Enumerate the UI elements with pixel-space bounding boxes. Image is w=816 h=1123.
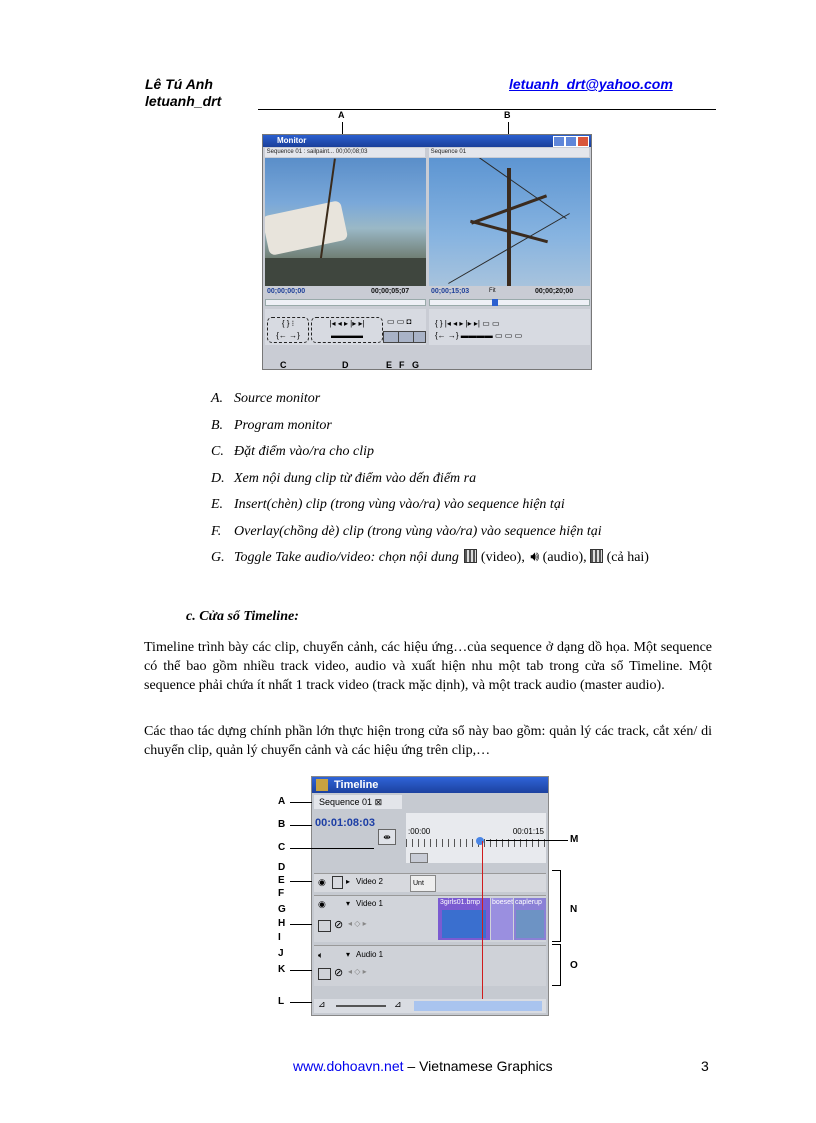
leader-line: [290, 924, 312, 925]
monitor-title: Monitor: [277, 136, 307, 145]
track-lock-icon[interactable]: [332, 876, 343, 889]
tl-label-e: E: [278, 875, 285, 886]
work-area-bar[interactable]: [410, 853, 428, 863]
audio-keyframe-icon[interactable]: ⊘: [334, 967, 344, 979]
program-tab[interactable]: [429, 148, 589, 157]
leader-line: [486, 840, 568, 841]
current-timecode[interactable]: 00:01:08:03: [315, 817, 375, 829]
monitor-legend-list: [211, 389, 731, 575]
list-text: Overlay(chồng dè) clip (trong vùng vào/ra) vào sequence hiện tại: [234, 523, 602, 539]
list-text: Insert(chèn) clip (trong vùng vào/ra) vào sequence hiện tại: [234, 497, 565, 512]
list-item: [211, 469, 731, 496]
list-letter: G.: [211, 550, 225, 565]
audio-label: (audio),: [542, 550, 587, 565]
leader-line: [290, 881, 312, 882]
list-text: Source monitor: [234, 391, 321, 406]
source-duration: 00;00;05;07: [371, 288, 410, 295]
tl-label-c: C: [278, 842, 286, 853]
fig1-label-e: E: [386, 360, 393, 370]
list-item: [211, 495, 731, 522]
tl-label-a: A: [278, 796, 286, 807]
list-item: [211, 522, 731, 549]
monitor-titlebar: [263, 135, 591, 147]
leader-line: [290, 825, 312, 826]
list-letter: F.: [211, 523, 222, 539]
source-tab[interactable]: [265, 148, 425, 157]
toggle-take-button[interactable]: [413, 331, 426, 343]
sequence-tab[interactable]: Sequence 01 ⊠: [314, 795, 402, 809]
set-in-out-buttons[interactable]: { } ⁝ {← →}: [267, 317, 309, 343]
fig1-label-g: G: [412, 360, 420, 370]
list-item: [211, 548, 731, 575]
snap-button[interactable]: ⇼: [378, 829, 396, 845]
zoom-slider[interactable]: [336, 1005, 386, 1007]
source-tab-time: 00;00;08;03: [335, 149, 368, 155]
track-eye-icon[interactable]: ◉: [318, 899, 326, 909]
clip-boeset[interactable]: [491, 898, 513, 940]
close-button[interactable]: [577, 136, 589, 147]
tl-label-k: K: [278, 964, 286, 975]
insert-button[interactable]: [383, 331, 399, 343]
collapse-arrow-icon[interactable]: ▾: [346, 899, 351, 908]
footer-text: – Vietnamese Graphics: [403, 1058, 553, 1074]
source-preview-image: [265, 158, 426, 286]
track-video-1: [314, 895, 546, 942]
source-timecode[interactable]: 00;00;00;00: [267, 288, 306, 295]
zoom-bar: [314, 999, 546, 1013]
play-in-to-out-buttons[interactable]: |◂ ◂ ▸ |▸ ▸| ▬▬▬▬: [311, 317, 383, 343]
program-transport[interactable]: { } |◂ ◂ ▸ |▸ ▸| ▭ ▭: [435, 319, 500, 328]
list-letter: C.: [211, 444, 224, 459]
both-label: (cả hai): [606, 550, 649, 565]
track-audio-1: [314, 945, 546, 986]
list-item: [211, 442, 731, 469]
paragraph-1: Timeline trình bày các clip, chuyển cảnh, các hiệu ứng…của sequence ở dạng dồ họa. Một sequence có thể bao gồm nhiều track video, audio và xuất hiện nhu một tab trong cửa sổ Timeline. Một sequence phải chứa ít nhất 1 track video (track mặc dịnh), và một track audio (master audio).: [144, 640, 712, 693]
sequence-tab-label: Sequence 01: [319, 797, 373, 807]
keyframe-nav-icon[interactable]: ◂ ◇ ▸: [348, 919, 367, 928]
collapse-arrow-icon[interactable]: ▾: [346, 950, 351, 959]
program-duration: 00;00;20;00: [535, 288, 574, 295]
deck-shape: [265, 258, 426, 286]
sail-shape: [265, 200, 348, 256]
timeline-window: [311, 776, 549, 1016]
monitor-window: [262, 134, 592, 370]
waveform-toggle-icon[interactable]: [318, 968, 331, 980]
list-letter: D.: [211, 470, 225, 486]
keyframe-toggle-icon[interactable]: ⊘: [334, 919, 344, 931]
clip-thumb: [516, 910, 544, 938]
list-letter: B.: [211, 417, 224, 433]
header-email-link[interactable]: letuanh_drt@yahoo.com: [509, 76, 673, 92]
clip-unt[interactable]: Unt: [410, 875, 436, 892]
clip-3girls-label: 3girls01.bmp: [440, 899, 481, 906]
timeline-title: Timeline: [334, 779, 379, 791]
leader-line: [290, 1002, 312, 1003]
horizontal-scrollbar[interactable]: [414, 1001, 542, 1011]
speaker-icon[interactable]: 🔈︎: [318, 950, 324, 960]
figure-timeline: [274, 772, 584, 1018]
bracket-o: [552, 944, 561, 986]
tl-label-h: H: [278, 918, 286, 929]
program-time-ruler[interactable]: [429, 299, 590, 306]
list-letter: A.: [211, 391, 224, 406]
fig1-label-c: C: [280, 360, 287, 370]
program-transport-2[interactable]: {← →} ▬▬▬▬ ▭ ▭ ▭: [435, 331, 523, 340]
page-number: 3: [701, 1058, 709, 1074]
program-mast: [507, 168, 511, 286]
source-controls: [265, 309, 426, 345]
source-time-ruler[interactable]: [265, 299, 426, 306]
leader-line: [290, 802, 312, 803]
tl-label-j: J: [278, 948, 284, 959]
clip-boeset-label: boeset: [492, 899, 513, 906]
paragraph-2: Các thao tác dựng chính phần lớn thực hiện trong cửa sổ này bao gồm: quản lý các track, cắt xén/ di chuyển clip, quản lý chuyển cảnh và các hiệu ứng trên clip,…: [144, 724, 712, 758]
program-preview-image: [429, 158, 590, 286]
overlay-button[interactable]: [398, 331, 414, 343]
display-style-icon[interactable]: [318, 920, 331, 932]
figure-monitor: [258, 108, 598, 370]
program-timecode[interactable]: 00;00;15;03: [431, 288, 470, 295]
bracket-n: [552, 870, 561, 942]
audio-video-icon: [590, 549, 603, 563]
tl-label-g: G: [278, 904, 286, 915]
author-name: Lê Tú Anh: [145, 76, 213, 92]
footer: [293, 1058, 553, 1074]
timeline-titlebar: [312, 777, 548, 793]
source-tab-label: Sequence 01 : sailpaint...: [266, 149, 335, 155]
section-title: c. Cửa sổ Timeline:: [186, 609, 299, 624]
time-ruler-area[interactable]: [406, 813, 546, 863]
tl-label-o: O: [570, 960, 578, 971]
playhead-line: [482, 841, 483, 999]
audio-keyframe-nav-icon[interactable]: ◂ ◇ ▸: [348, 967, 367, 976]
audio1-label: Audio 1: [356, 950, 384, 959]
program-playhead-icon[interactable]: [492, 299, 498, 306]
list-text: Program monitor: [234, 417, 332, 433]
expand-arrow-icon[interactable]: ▸: [346, 877, 351, 886]
track-eye-icon[interactable]: ◉: [318, 877, 326, 887]
tl-label-l: L: [278, 996, 285, 1007]
author-nickname: letuanh_drt: [145, 93, 222, 109]
program-tab-label: Sequence 01: [430, 149, 467, 155]
maximize-button[interactable]: [565, 136, 577, 147]
timeline-app-icon: [316, 779, 328, 791]
list-item: [211, 389, 731, 416]
leader-line: [290, 848, 374, 849]
zoom-in-icon[interactable]: ⊿: [394, 999, 402, 1009]
list-item: [211, 416, 731, 443]
clip-thumb: [442, 910, 486, 938]
tl-label-m: M: [570, 834, 579, 845]
footer-site-link[interactable]: www.dohoavn.net: [293, 1058, 404, 1074]
video1-label: Video 1: [356, 899, 383, 908]
video-icon: [464, 549, 477, 563]
track-video-2: [314, 873, 546, 892]
clip-caplerup-label: caplerup: [515, 899, 542, 906]
fig1-label-f: F: [399, 360, 405, 370]
video-label: (video),: [480, 550, 525, 565]
program-fit[interactable]: Fit: [489, 288, 496, 294]
zoom-out-icon[interactable]: ⊿: [318, 999, 326, 1009]
tl-label-i: I: [278, 932, 281, 943]
program-controls: [429, 309, 590, 345]
list-letter: E.: [211, 497, 224, 512]
video2-label: Video 2: [356, 877, 383, 886]
extra-buttons[interactable]: ▭ ▭ ◘: [387, 317, 412, 326]
tl-label-n: N: [570, 904, 578, 915]
header-author: [145, 76, 221, 110]
tl-label-b: B: [278, 819, 286, 830]
fig1-label-b: B: [504, 110, 511, 120]
list-text: Toggle Take audio/video: chọn nội dung: [234, 550, 459, 565]
ruler-start: :00:00: [408, 827, 431, 836]
fig1-label-a: A: [338, 110, 345, 120]
tl-label-f: F: [278, 888, 285, 899]
list-text: Xem nội dung clip từ điểm vào dến điểm ra: [234, 470, 477, 486]
clip-caplerup[interactable]: [514, 898, 546, 940]
list-text: Đặt điểm vào/ra cho clip: [234, 444, 374, 459]
audio-icon: 🔊︎: [530, 550, 540, 565]
ruler-end: 00:01:15: [512, 827, 544, 836]
tl-label-d: D: [278, 862, 286, 873]
leader-line: [290, 970, 312, 971]
minimize-button[interactable]: [553, 136, 565, 147]
fig1-label-d: D: [342, 360, 349, 370]
